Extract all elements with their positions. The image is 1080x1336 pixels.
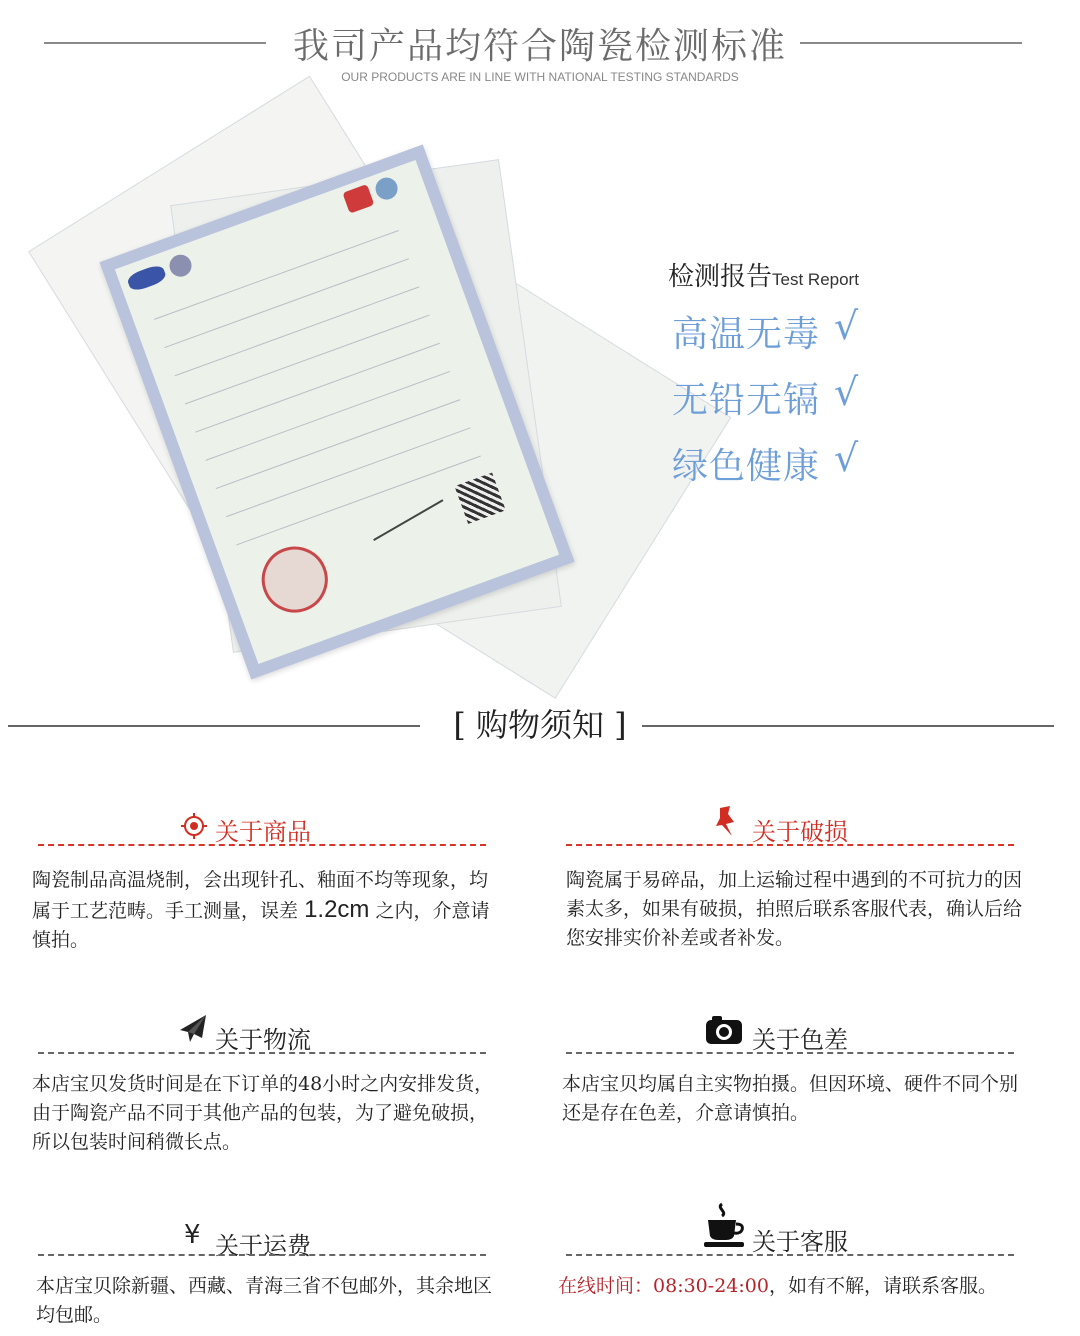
section-color-divider xyxy=(566,1052,1014,1054)
section-logistics-heading: 关于物流 xyxy=(215,1026,311,1054)
check-icon: √ xyxy=(834,304,859,348)
section-shipping-heading: 关于运费 xyxy=(215,1232,311,1260)
target-icon xyxy=(180,812,208,840)
section-service-text: 在线时间：08:30-24:00，如有不解，请联系客服。 xyxy=(558,1275,997,1297)
section-goods-heading: 关于商品 xyxy=(215,818,311,846)
emblem-icon xyxy=(166,252,194,280)
yen-icon: ¥ xyxy=(184,1220,201,1250)
tolerance-value: 1.2cm xyxy=(304,896,370,923)
camera-icon xyxy=(704,1014,744,1046)
certificate-image xyxy=(60,110,660,690)
section-shipping-divider xyxy=(38,1254,486,1256)
page-title: 我司产品均符合陶瓷检测标准 xyxy=(292,26,787,67)
section-shipping-text: 本店宝贝除新疆、西藏、青海三省不包邮外，其余地区均包邮。 xyxy=(36,1275,493,1326)
section-goods-divider xyxy=(38,844,486,846)
report-title: 检测报告 xyxy=(668,262,773,292)
report-title-en: Test Report xyxy=(772,270,859,289)
feature-item: 绿色健康 xyxy=(672,446,821,487)
page-subtitle: OUR PRODUCTS ARE IN LINE WITH NATIONAL TESTING STANDARDS xyxy=(341,70,739,84)
check-icon: √ xyxy=(834,436,859,480)
jdcl-logo xyxy=(126,263,168,293)
feature-item: 无铅无镉 xyxy=(672,380,821,421)
notice-title: [ 购物须知 ] xyxy=(453,706,627,744)
section-logistics-divider xyxy=(38,1052,486,1054)
qr-code xyxy=(454,473,505,524)
section-color-text: 本店宝贝均属自主实物拍摄。但因环境、硬件不同个别还是存在色差，介意请慎拍。 xyxy=(562,1073,1019,1124)
red-seal-stamp xyxy=(252,537,337,622)
feature-item: 高温无毒 xyxy=(672,314,821,355)
airplane-icon xyxy=(176,1012,210,1046)
report-heading xyxy=(668,256,859,293)
section-damage-heading: 关于破损 xyxy=(752,818,848,846)
section-service-divider xyxy=(566,1254,1014,1256)
check-icon: √ xyxy=(834,370,859,414)
signature xyxy=(373,499,443,541)
hours-label: 在线时间： xyxy=(558,1275,654,1297)
section-damage-divider xyxy=(566,844,1014,846)
coffee-cup-icon xyxy=(702,1202,746,1250)
section-goods-text: 陶瓷制品高温烧制，会出现针孔、釉面不均等现象，均属于工艺范畴。手工测量，误差 1.2cm 之内，介意请慎拍。 xyxy=(32,869,490,951)
section-color-heading: 关于色差 xyxy=(752,1026,848,1054)
section-damage-text: 陶瓷属于易碎品，加上运输过程中遇到的不可抗力的因素太多，如果有破损，拍照后联系客服代表，确认后给您安排实价补差或者补发。 xyxy=(566,869,1023,949)
section-service-heading: 关于客服 xyxy=(752,1228,848,1256)
ilac-logo xyxy=(342,184,374,214)
section-logistics-text: 本店宝贝发货时间是在下订单的48小时之内安排发货，由于陶瓷产品不同于其他产品的包装，为了避免破损，所以包装时间稍微长点。 xyxy=(32,1073,494,1153)
cnas-logo xyxy=(372,174,400,202)
pushpin-icon xyxy=(712,804,742,838)
hours-value: 08:30-24:00 xyxy=(653,1275,769,1297)
